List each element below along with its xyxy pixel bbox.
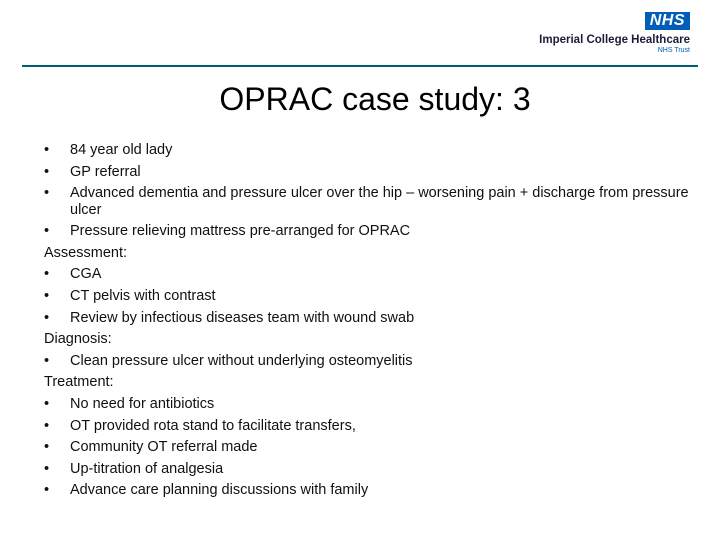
list-item bbox=[44, 183, 690, 221]
list-item bbox=[44, 459, 690, 481]
list-item bbox=[44, 394, 690, 416]
bullet: • bbox=[44, 266, 50, 283]
list-item bbox=[44, 480, 690, 502]
bullet: • bbox=[44, 309, 50, 326]
list-item bbox=[44, 140, 690, 162]
list-item-text: CGA bbox=[70, 266, 102, 283]
bullet: • bbox=[44, 482, 50, 499]
list-item bbox=[44, 286, 690, 308]
list-item bbox=[44, 437, 690, 459]
slide-content bbox=[44, 140, 690, 502]
bullet: • bbox=[44, 287, 50, 304]
org-name: Imperial College Healthcare bbox=[539, 34, 690, 46]
bullet: • bbox=[44, 460, 50, 477]
nhs-logo bbox=[530, 12, 690, 56]
list-item-text: Review by infectious diseases team with wound swab bbox=[70, 309, 415, 326]
nhs-badge: NHS bbox=[645, 12, 690, 30]
list-item-text: Clean pressure ulcer without underlying osteomyelitis bbox=[70, 352, 413, 369]
list-item bbox=[44, 351, 690, 373]
list-item-text: Community OT referral made bbox=[70, 439, 258, 456]
list-item-text: GP referral bbox=[70, 163, 141, 180]
section-heading-diagnosis: Diagnosis: bbox=[44, 331, 112, 348]
list-item-text: 84 year old lady bbox=[70, 142, 173, 158]
bullet: • bbox=[44, 395, 50, 412]
list-item-text: No need for antibiotics bbox=[70, 395, 215, 412]
bullet: • bbox=[44, 439, 50, 456]
bullet: • bbox=[44, 223, 50, 240]
bullet: • bbox=[44, 185, 50, 202]
list-item bbox=[44, 162, 690, 184]
list-item-text: Pressure relieving mattress pre-arranged for OPRAC bbox=[70, 223, 411, 240]
bullet: • bbox=[44, 163, 50, 180]
org-subtitle: NHS Trust bbox=[657, 47, 690, 54]
list-item-text: CT pelvis with contrast bbox=[70, 287, 216, 304]
section-heading-assessment: Assessment: bbox=[44, 244, 127, 261]
list-item-text: Advanced dementia and pressure ulcer over the hip – worsening pain + discharge from pressure ulcer bbox=[70, 185, 689, 219]
section-heading-treatment: Treatment: bbox=[44, 374, 114, 391]
list-item bbox=[44, 264, 690, 286]
list-item-text: OT provided rota stand to facilitate transfers, bbox=[70, 417, 356, 434]
bullet: • bbox=[44, 142, 50, 158]
slide-title: OPRAC case study: 3 bbox=[219, 81, 531, 117]
bullet: • bbox=[44, 417, 50, 434]
list-item bbox=[44, 221, 690, 243]
list-item bbox=[44, 416, 690, 438]
bullet: • bbox=[44, 352, 50, 369]
list-item-text: Advance care planning discussions with family bbox=[70, 482, 369, 499]
list-item-text: Up-titration of analgesia bbox=[70, 460, 224, 477]
list-item bbox=[44, 308, 690, 330]
header-divider bbox=[22, 65, 698, 67]
